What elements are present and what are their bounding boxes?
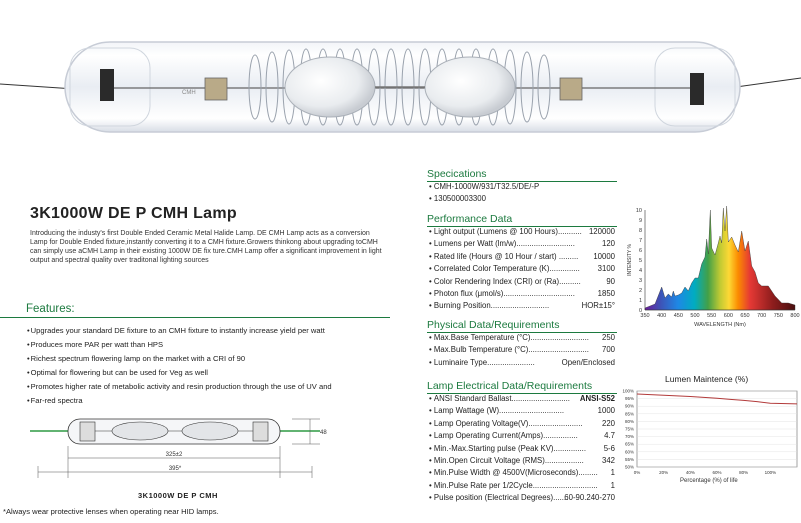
spectrum-x-tick: 500 bbox=[690, 313, 700, 319]
performance-heading: Performance Data bbox=[427, 213, 513, 225]
lamp-photo bbox=[0, 0, 801, 160]
lumen-chart-title: Lumen Maintence (%) bbox=[665, 374, 749, 384]
dim-inner-label: 325±2 bbox=[165, 452, 183, 458]
performance-row: • Correlated Color Temperature (K).............. 3100 bbox=[429, 264, 615, 274]
electrical-row: • Pulse position (Electrical Degrees)....... 60-90.240-270 bbox=[429, 493, 615, 503]
electrical-row: • Lamp Wattage (W).............................. 1000 bbox=[429, 406, 615, 416]
features-list bbox=[27, 324, 332, 407]
spectrum-y-tick: 9 bbox=[638, 218, 642, 224]
feature-item: • Richest spectrum flowering lamp on the market with a CRI of 90 bbox=[27, 352, 332, 366]
performance-row: • Light output (Lumens @ 100 Hours)........... 120000 bbox=[429, 227, 615, 236]
spec-model: CMH-1000W/931/T32.5/DE/-P bbox=[433, 182, 540, 191]
electrical-row: • Min.Open Circuit Voltage (RMS).................. 342 bbox=[429, 456, 615, 466]
lumen-y-tick: 60% bbox=[624, 449, 634, 455]
lumen-y-tick: 90% bbox=[624, 403, 634, 409]
spectrum-x-tick: 750 bbox=[773, 313, 783, 319]
features-divider bbox=[0, 317, 390, 318]
electrical-row: • Min.-Max.Starting pulse (Peak KV)............... 5-6 bbox=[429, 443, 615, 453]
feature-item: • Upgrades your standard DE fixture to an CMH fixture to instantly increase yield per watt bbox=[27, 324, 332, 338]
lamp-dimension-diagram bbox=[30, 410, 350, 490]
spectrum-ylabel: INTENSITY % bbox=[627, 244, 633, 276]
spectrum-x-tick: 800 bbox=[790, 313, 800, 319]
spectrum-x-tick: 600 bbox=[723, 313, 733, 319]
lumen-x-tick: 60% bbox=[712, 470, 722, 475]
lumen-x-tick: 100% bbox=[764, 470, 777, 475]
electrical-row: • Min.Pulse Rate per 1/2Cycle.............................. 1 bbox=[429, 480, 615, 490]
lumen-y-tick: 95% bbox=[624, 396, 634, 402]
physical-table bbox=[429, 332, 615, 369]
spectrum-y-tick: 4 bbox=[638, 268, 642, 274]
lumen-y-tick: 75% bbox=[624, 426, 634, 432]
warning-note: *Always wear protective lenses when operating near HID lamps. bbox=[3, 507, 219, 516]
electrical-row: • Min.Pulse Width @ 4500V(Microseconds)......... 1 bbox=[429, 468, 615, 478]
spectrum-chart bbox=[625, 200, 801, 335]
lumen-y-tick: 80% bbox=[624, 418, 634, 424]
electrical-row: • Lamp Operating Voltage(V)......................... 220 bbox=[429, 418, 615, 428]
specifications-heading: Specications bbox=[427, 168, 487, 180]
product-title: 3K1000W DE P CMH Lamp bbox=[30, 205, 237, 222]
lumen-y-tick: 55% bbox=[624, 456, 634, 462]
spectrum-y-tick: 6 bbox=[638, 248, 642, 254]
lamp-marking: CMH bbox=[182, 90, 196, 96]
physical-row: • Luminaire Type...................... Open/Enclosed bbox=[429, 357, 615, 367]
electrical-table bbox=[429, 393, 615, 505]
spectrum-x-tick: 550 bbox=[707, 313, 717, 319]
lumen-x-tick: 80% bbox=[739, 470, 749, 475]
dim-outer-label: 395* bbox=[168, 466, 182, 472]
physical-row: • Max.Bulb Temperature (°C)............................ 700 bbox=[429, 345, 615, 355]
performance-table bbox=[429, 226, 615, 313]
lumen-y-tick: 70% bbox=[624, 434, 634, 440]
lumen-y-tick: 85% bbox=[624, 411, 634, 417]
performance-row: • Burning Position........................... HOR±15° bbox=[429, 301, 615, 311]
lumen-chart bbox=[615, 385, 801, 480]
spec-code: 130500003300 bbox=[433, 194, 486, 203]
lumen-x-tick: 40% bbox=[685, 470, 695, 475]
lumen-x-tick: 20% bbox=[659, 470, 669, 475]
lumen-y-tick: 65% bbox=[624, 441, 634, 447]
performance-row: • Lumens per Watt (lm/w)........................... 120 bbox=[429, 239, 615, 249]
dim-height-label: 48 bbox=[320, 430, 327, 436]
diagram-caption: 3K1000W DE P CMH bbox=[138, 491, 218, 500]
intro-paragraph: Introducing the industy's first Double Ended Ceramic Metal Halide Lamp. DE CMH Lamp acts as a conversion Lamp for Double Ended fixture,instantly converting it to a CMH fixture.Growers thinkong about upgrading toCMH can simply use aCMH Lamp in their existing 1000W DE fix ture.CMH Lamp offer a significant improvement in light output and spectral quality over traditonal lighting sources bbox=[30, 230, 382, 264]
electrical-heading: Lamp Electrical Data/Requirements bbox=[427, 380, 593, 392]
features-heading: Features: bbox=[26, 303, 75, 315]
feature-item: • Far-red spectra bbox=[27, 394, 332, 408]
feature-item: • Promotes higher rate of metabolic activity and resin production through the use of UV and bbox=[27, 380, 332, 394]
spectrum-x-tick: 400 bbox=[657, 313, 667, 319]
spectrum-y-tick: 3 bbox=[638, 278, 642, 284]
physical-heading: Physical Data/Requirements bbox=[427, 319, 560, 331]
performance-row: • Photon flux (μmol/s)................................. 1850 bbox=[429, 289, 615, 299]
lumen-chart-xlabel: Percentage (%) of life bbox=[680, 478, 738, 484]
spectrum-y-tick: 1 bbox=[638, 298, 642, 304]
spectrum-y-tick: 2 bbox=[638, 288, 642, 294]
physical-row: • Max.Base Temperature (°C)........................... 250 bbox=[429, 333, 615, 342]
lumen-x-tick: 0% bbox=[633, 470, 641, 475]
feature-item: • Produces more PAR per watt than HPS bbox=[27, 338, 332, 352]
feature-item: • Optimal for flowering but can be used for Veg as well bbox=[27, 366, 332, 380]
spectrum-y-tick: 10 bbox=[635, 208, 642, 214]
electrical-row: • ANSI Standard Ballast........................... ANSI-S52 bbox=[429, 394, 615, 403]
spectrum-x-tick: 650 bbox=[740, 313, 750, 319]
spectrum-x-tick: 350 bbox=[640, 313, 650, 319]
spectrum-y-tick: 0 bbox=[638, 308, 642, 314]
electrical-row: • Lamp Operating Current(Amps)................ 4.7 bbox=[429, 431, 615, 441]
spec-row: • 130500003300 bbox=[429, 194, 486, 203]
spectrum-y-tick: 8 bbox=[638, 228, 642, 234]
lumen-y-tick: 50% bbox=[624, 464, 634, 470]
spectrum-y-tick: 7 bbox=[638, 238, 642, 244]
spectrum-area bbox=[645, 206, 795, 310]
spec-row: • CMH-1000W/931/T32.5/DE/-P bbox=[429, 182, 540, 191]
spectrum-xlabel: WAVELENGTH (Nm) bbox=[694, 322, 746, 328]
performance-row: • Rated life (Hours @ 10 Hour / start) ......... 10000 bbox=[429, 251, 615, 261]
spectrum-x-tick: 450 bbox=[673, 313, 683, 319]
lumen-y-tick: 100% bbox=[622, 388, 634, 394]
spectrum-x-tick: 700 bbox=[757, 313, 767, 319]
spectrum-y-tick: 5 bbox=[638, 258, 642, 264]
performance-row: • Color Rendering Index (CRI) or (Ra).......... 90 bbox=[429, 276, 615, 286]
